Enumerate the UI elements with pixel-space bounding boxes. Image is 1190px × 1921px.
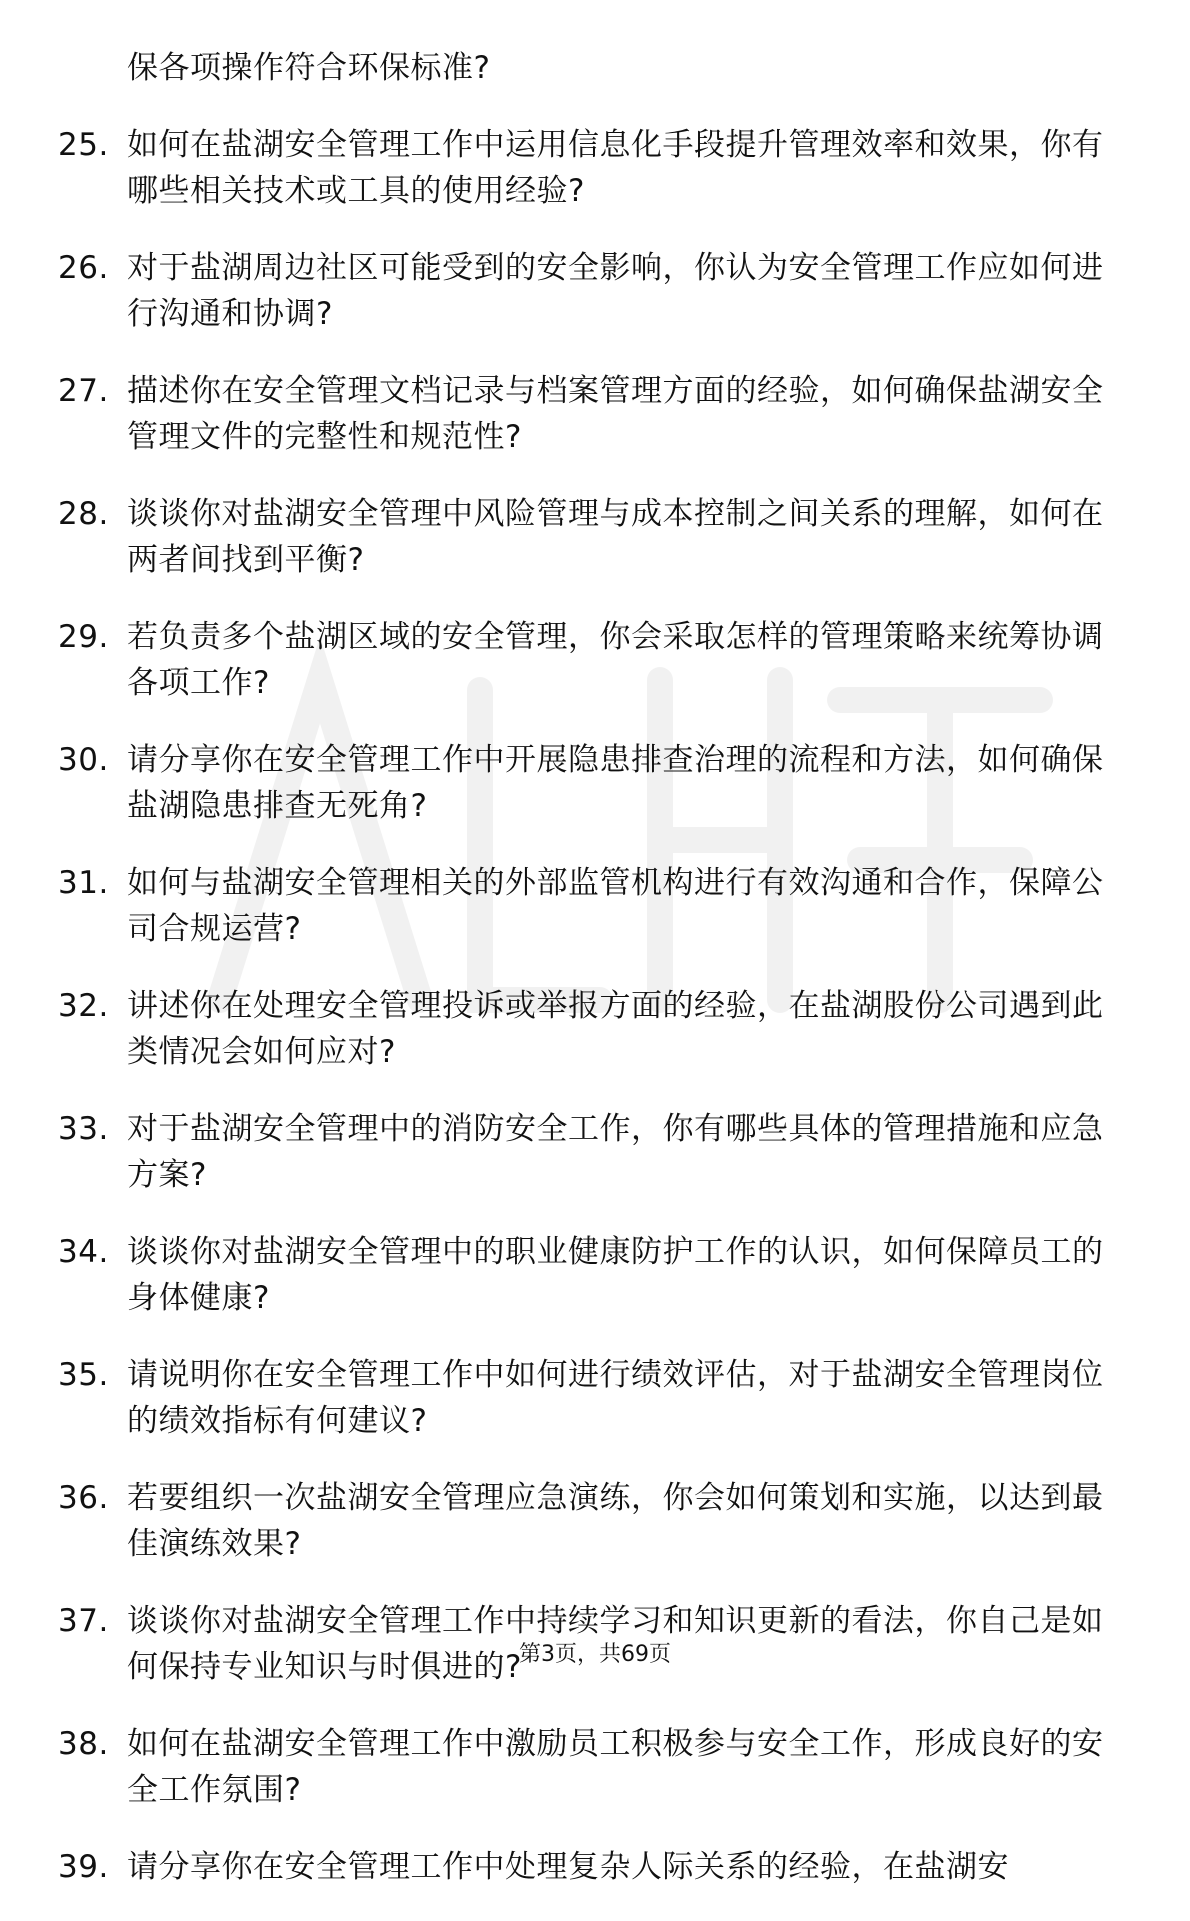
question-text: 若负责多个盐湖区域的安全管理，你会采取怎样的管理策略来统筹协调各项工作?: [127, 619, 1104, 701]
question-item: [58, 1106, 1118, 1198]
question-number: 37.: [58, 1603, 109, 1639]
question-text: 谈谈你对盐湖安全管理中风险管理与成本控制之间关系的理解，如何在两者间找到平衡?: [127, 496, 1104, 578]
question-text: 如何在盐湖安全管理工作中激励员工积极参与安全工作，形成良好的安全工作氛围?: [127, 1726, 1104, 1808]
question-text: 如何在盐湖安全管理工作中运用信息化手段提升管理效率和效果，你有哪些相关技术或工具的使用经验?: [127, 127, 1104, 209]
continuation-text: 保各项操作符合环保标准?: [127, 50, 491, 86]
question-text: 讲述你在处理安全管理投诉或举报方面的经验，在盐湖股份公司遇到此类情况会如何应对?: [127, 988, 1104, 1070]
question-text: 请分享你在安全管理工作中处理复杂人际关系的经验，在盐湖安: [127, 1849, 1009, 1885]
question-number: 25.: [58, 127, 109, 163]
question-text: 谈谈你对盐湖安全管理中的职业健康防护工作的认识，如何保障员工的身体健康?: [127, 1234, 1104, 1316]
question-text: 若要组织一次盐湖安全管理应急演练，你会如何策划和实施，以达到最佳演练效果?: [127, 1480, 1104, 1562]
question-number: 36.: [58, 1480, 109, 1516]
question-item: [58, 491, 1118, 583]
question-text: 如何与盐湖安全管理相关的外部监管机构进行有效沟通和合作，保障公司合规运营?: [127, 865, 1104, 947]
question-number: 33.: [58, 1111, 109, 1147]
question-number: 28.: [58, 496, 109, 532]
page-number: 第3页，共69页: [519, 1642, 671, 1667]
question-number: 39.: [58, 1849, 109, 1885]
question-item: [58, 614, 1118, 706]
question-item: [58, 1844, 1118, 1890]
question-item: [58, 983, 1118, 1075]
question-text: 描述你在安全管理文档记录与档案管理方面的经验，如何确保盐湖安全管理文件的完整性和规范性?: [127, 373, 1104, 455]
question-number: 30.: [58, 742, 109, 778]
question-item: [58, 1352, 1118, 1444]
question-number: 38.: [58, 1726, 109, 1762]
question-text: 请说明你在安全管理工作中如何进行绩效评估，对于盐湖安全管理岗位的绩效指标有何建议?: [127, 1357, 1104, 1439]
question-number: 26.: [58, 250, 109, 286]
question-number: 32.: [58, 988, 109, 1024]
question-item: [58, 245, 1118, 337]
question-item: [58, 1475, 1118, 1567]
question-number: 31.: [58, 865, 109, 901]
question-item: [58, 122, 1118, 214]
question-item: [58, 737, 1118, 829]
question-list: [58, 45, 1118, 1921]
question-item: [58, 1721, 1118, 1813]
question-number: 35.: [58, 1357, 109, 1393]
question-text: 谈谈你对盐湖安全管理工作中持续学习和知识更新的看法，你自己是如何保持专业知识与时俱进的?: [127, 1603, 1104, 1685]
question-item: [58, 860, 1118, 952]
question-number: 29.: [58, 619, 109, 655]
question-item: [58, 1229, 1118, 1321]
question-number: 27.: [58, 373, 109, 409]
question-text: 请分享你在安全管理工作中开展隐患排查治理的流程和方法，如何确保盐湖隐患排查无死角?: [127, 742, 1104, 824]
question-item: [58, 368, 1118, 460]
question-text: 对于盐湖安全管理中的消防安全工作，你有哪些具体的管理措施和应急方案?: [127, 1111, 1104, 1193]
question-text: 对于盐湖周边社区可能受到的安全影响，你认为安全管理工作应如何进行沟通和协调?: [127, 250, 1104, 332]
question-number: 34.: [58, 1234, 109, 1270]
